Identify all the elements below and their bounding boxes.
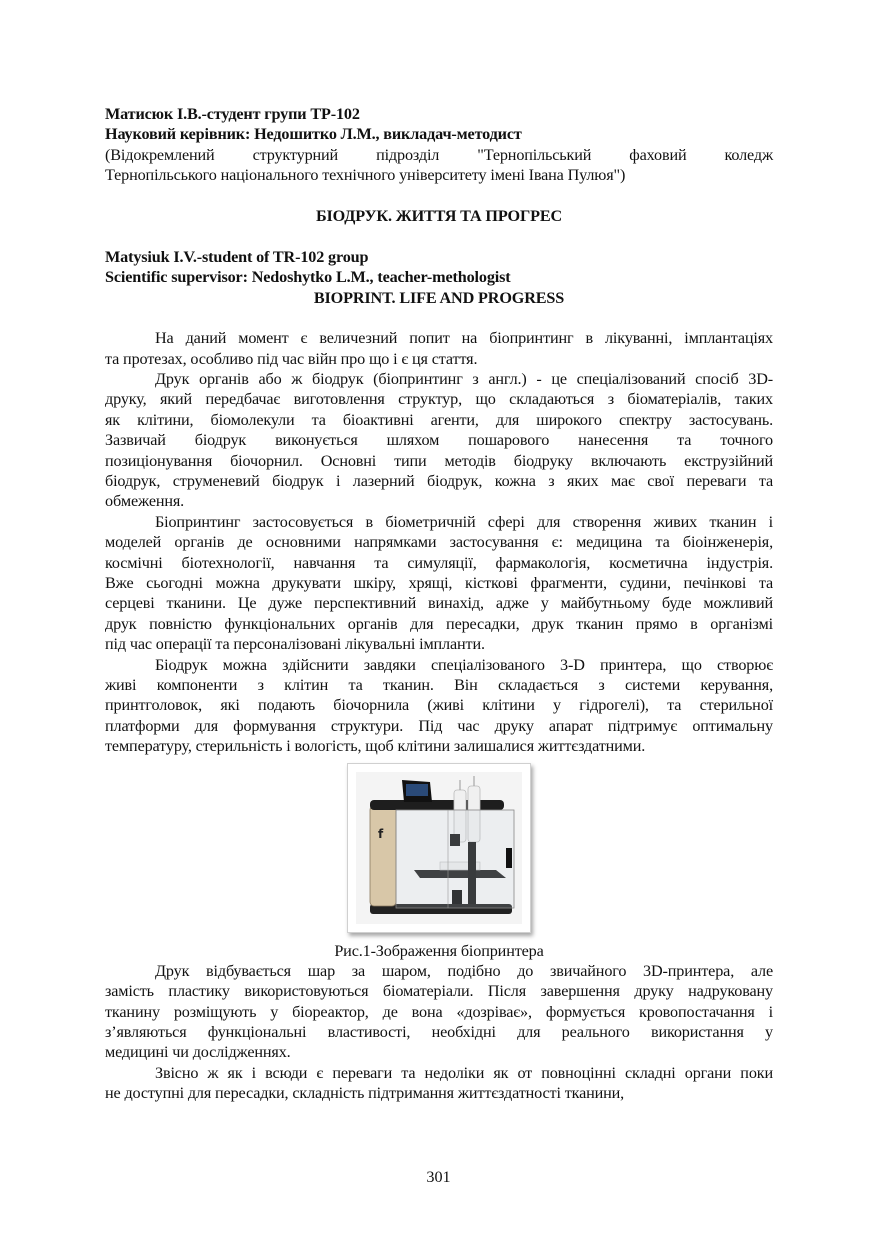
text-line: Вже сьогодні можна друкувати шкіру, хрящі, кісткові фрагменти, судини, печінкові та — [105, 573, 773, 592]
text-line: принтголовок, які подають біочорнила (живі клітини у гідрогелі), та стерильної — [105, 696, 773, 715]
text-line: медицині чи дослідженнях. — [105, 1043, 291, 1062]
text-line: платформи для формування структури. Під час друку апарат підтримує оптимальну — [105, 716, 773, 735]
text-line: Біопринтинг застосовується в біометричній сфері для створення живих тканин і — [155, 512, 773, 531]
paragraph-2 — [105, 369, 773, 512]
text-line: друку, який передбачає виготовлення структур, що складаються з біоматеріалів, таких — [105, 390, 773, 409]
text-line: обмеження. — [105, 492, 185, 511]
paragraph-1 — [105, 328, 773, 369]
supervisor-ua: Науковий керівник: Недошитко Л.М., викладач-методист — [105, 125, 522, 144]
paragraph-4 — [105, 655, 773, 757]
text-line: не доступні для пересадки, складність підтримання життєздатності тканини, — [105, 1084, 625, 1103]
text-line: моделей органів де основними напрямками застосування є: медицина та біоінженерія, — [105, 533, 773, 552]
affiliation-line: (Відокремлений структурний підрозділ "Тернопільський фаховий коледж — [105, 145, 773, 164]
text-line: На даний момент є величезний попит на біопринтинг в лікуванні, імплантаціях — [155, 329, 773, 348]
text-line: друк повністю функціональних органів для пересадки, друк тканин прямо в організмі — [105, 614, 773, 633]
document-page — [105, 104, 773, 1104]
author-ua: Матисюк І.В.-студент групи ТР-102 — [105, 105, 360, 123]
text-line: позиціонування біочорнил. Основні типи методів біодруку включають екструзійний — [105, 451, 773, 470]
text-line: як клітини, біомолекули та біоактивні агенти, для широкого спектру застосувань. — [105, 410, 773, 429]
paragraph-5 — [105, 961, 773, 1063]
text-line: Зазвичай біодрук виконується шляхом пошарового нанесення та точного — [105, 431, 773, 450]
text-line: біодрук, струменевий біодрук і лазерний біодрук, кожна з яких має свої переваги та — [105, 472, 773, 491]
affiliation-line: Тернопільського національного технічного університету імені Івана Пулюя") — [105, 166, 626, 185]
text-line: Друк органів або ж біодрук (біопринтинг з англ.) - це спеціалізований спосіб 3D- — [155, 370, 773, 389]
text-line: космічні біотехнології, навчання та симуляції, фармакологія, косметична індустрія. — [105, 553, 773, 572]
title-ua: БІОДРУК. ЖИТТЯ ТА ПРОГРЕС — [315, 206, 563, 225]
page-number: 301 — [426, 1168, 451, 1186]
text-line: серцеві тканини. Це дуже перспективний винахід, адже у майбутньому буде можливий — [105, 594, 773, 613]
text-line: Друк відбувається шар за шаром, подібно до звичайного 3D-принтера, але — [155, 961, 773, 980]
figure-caption: Рис.1-Зображення біопринтера — [334, 941, 544, 960]
text-line: з’являються функціональні властивості, необхідні для реального використання у — [105, 1023, 773, 1042]
paragraph-6 — [105, 1063, 773, 1104]
bioprinter-image — [356, 772, 522, 924]
text-line: під час операції та персоналізовані лікувальні імпланти. — [105, 635, 485, 654]
text-line: замість пластику використовуються біоматеріали. Після завершення друку надруковану — [105, 982, 773, 1001]
text-line: Звісно ж як і всюди є переваги та недоліки як от повноцінні складні органи поки — [155, 1063, 773, 1082]
logo-letter: f — [378, 826, 384, 841]
paragraph-3 — [105, 512, 773, 655]
author-en: Matysiuk I.V.-student of TR-102 group — [105, 247, 369, 266]
title-en: BIOPRINT. LIFE AND PROGRESS — [313, 288, 565, 307]
text-line: та протезах, особливо під час війн про що і є ця стаття. — [105, 349, 478, 368]
text-line: температуру, стерильність і вологість, щоб клітини залишалися життєздатними. — [105, 737, 646, 756]
bioprinter-figure — [347, 763, 531, 933]
text-line: Біодрук можна здійснити завдяки спеціалізованого 3-D принтера, що створює — [155, 655, 773, 674]
text-line: живі компоненти з клітин та тканин. Він складається з системи керування, — [105, 675, 773, 694]
text-line: тканину розміщують у біореактор, де вона «дозріває», формується кровопостачання і — [105, 1002, 773, 1021]
supervisor-en: Scientific supervisor: Nedoshytko L.M., teacher-methologist — [105, 268, 511, 287]
